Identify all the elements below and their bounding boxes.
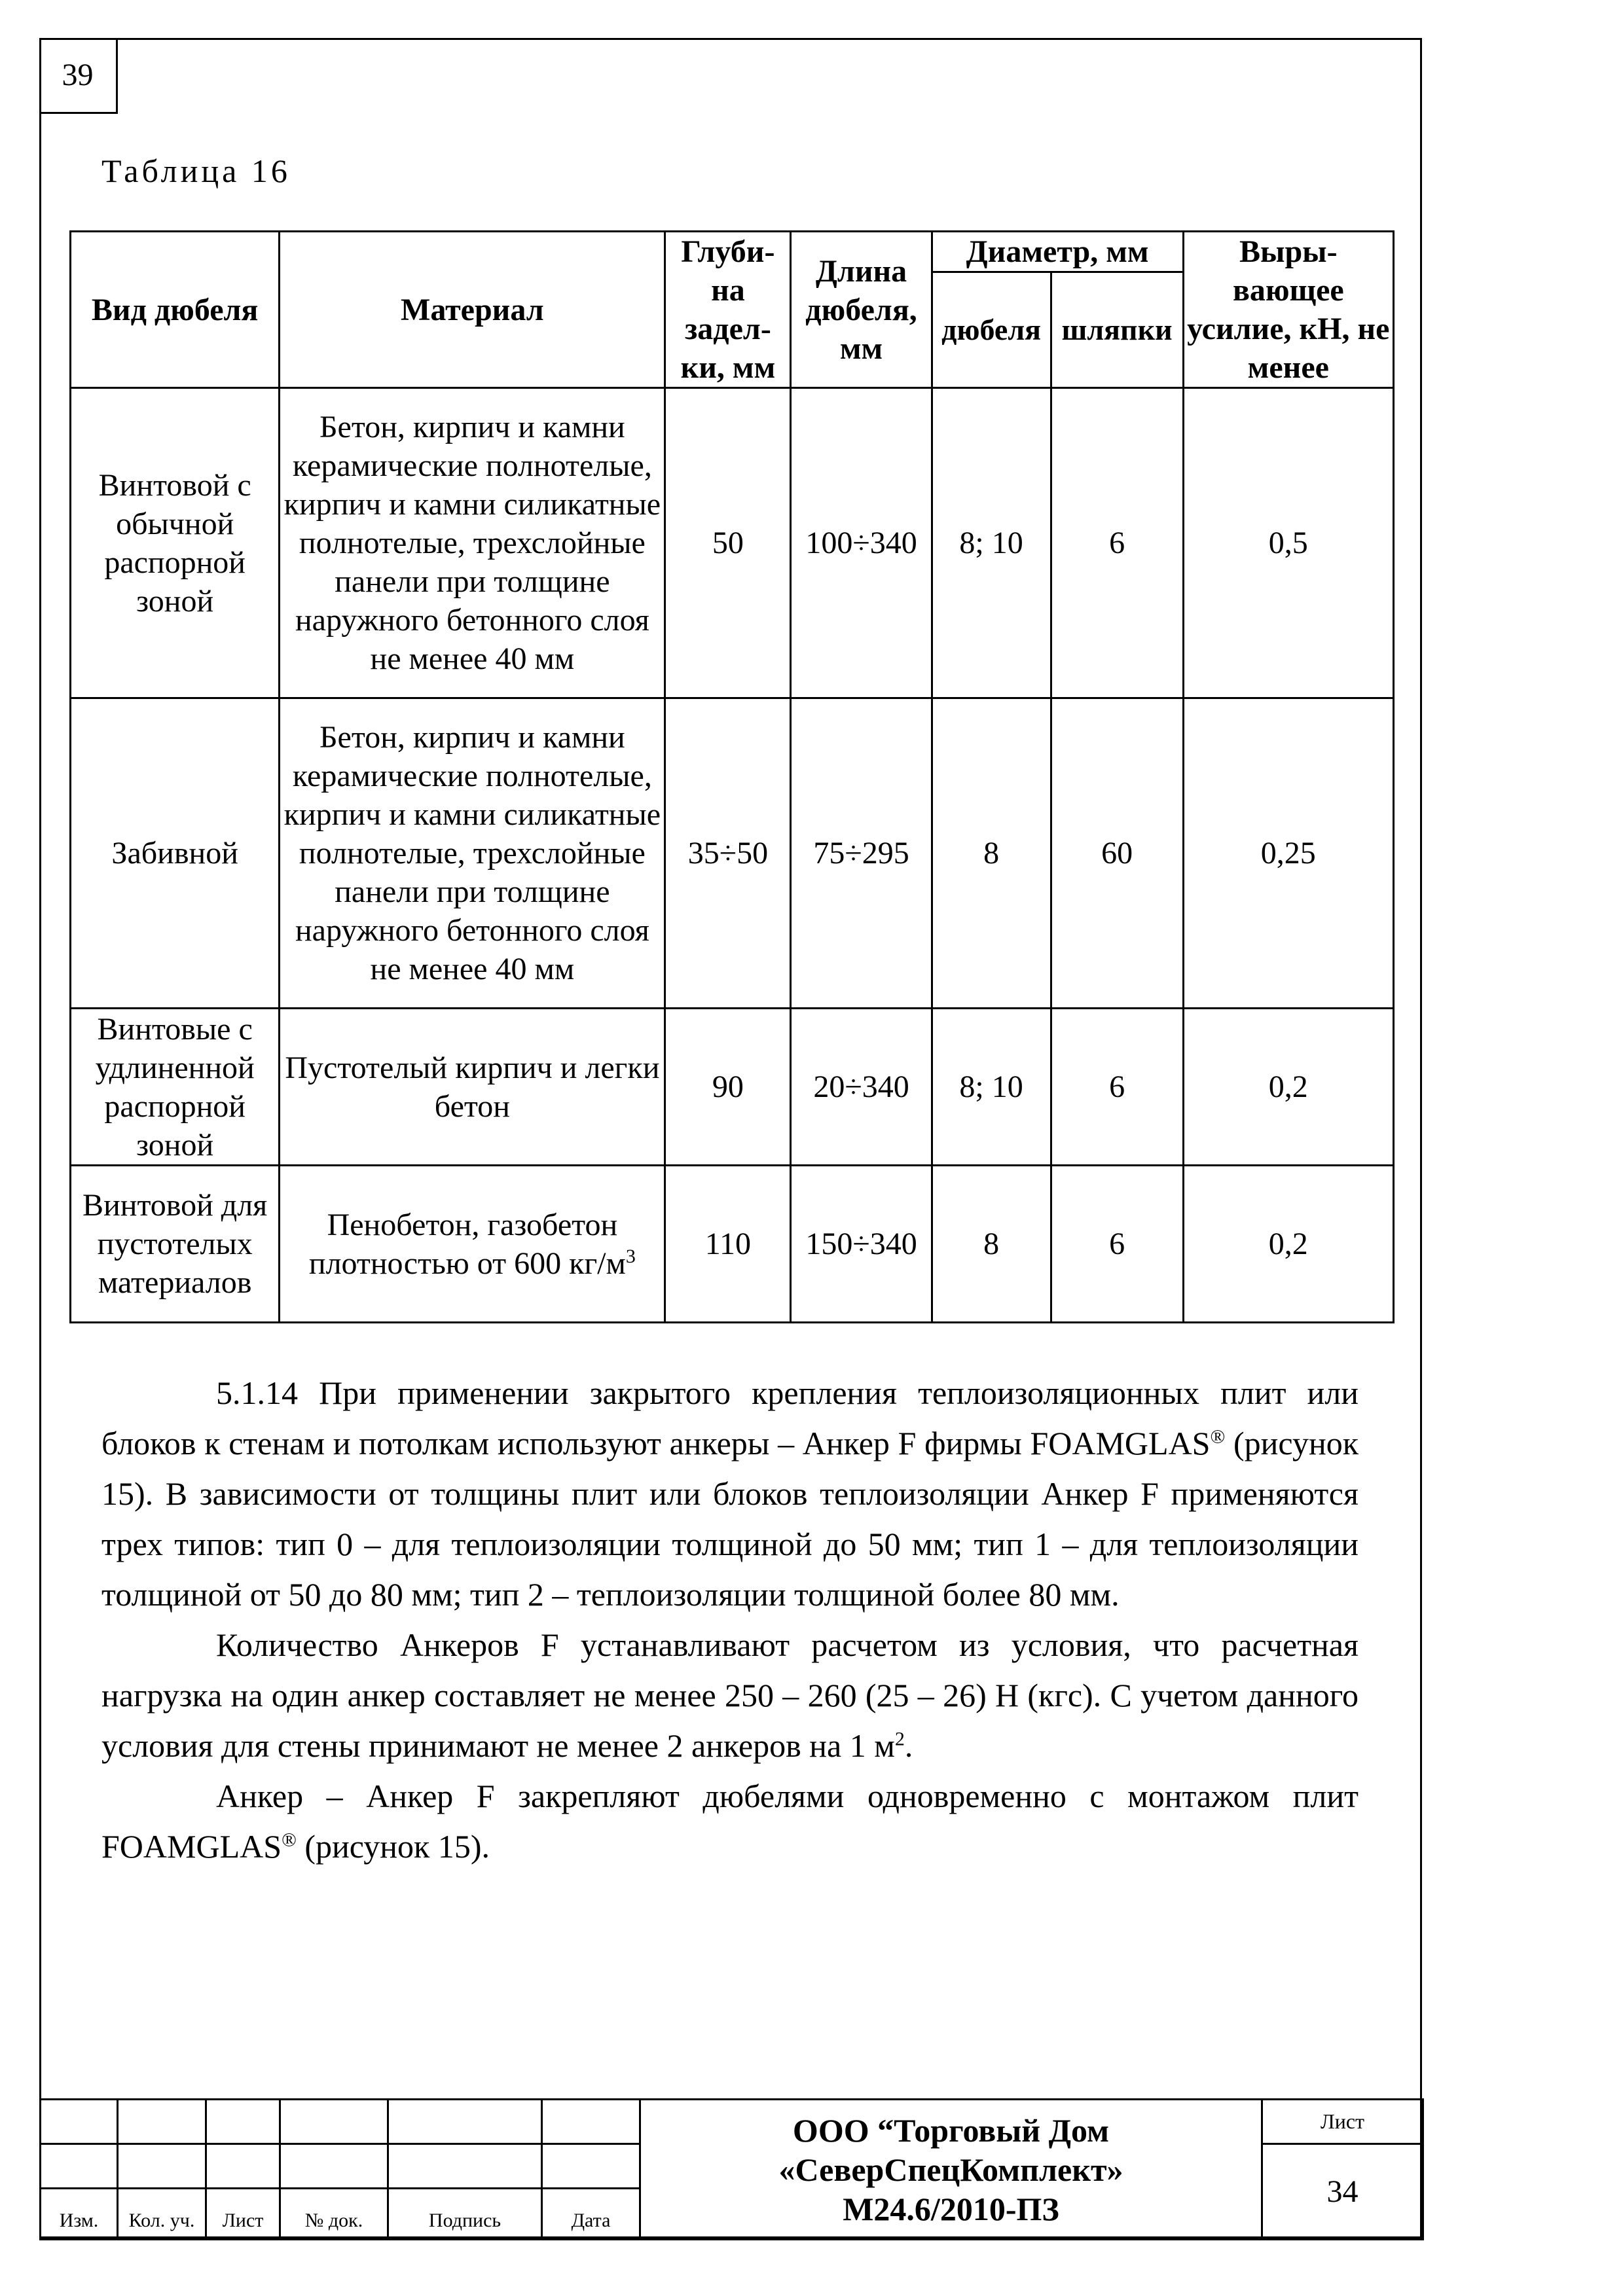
stamp-cell bbox=[388, 2144, 542, 2189]
body-text bbox=[101, 1368, 1359, 1872]
cell-dia-head: 6 bbox=[1051, 1009, 1183, 1166]
paragraph-5-1-14 bbox=[101, 1368, 1359, 1620]
table-row bbox=[71, 1166, 1394, 1323]
header-material: Материал bbox=[280, 232, 665, 388]
label-izm: Изм. bbox=[41, 2189, 118, 2240]
table-row bbox=[71, 698, 1394, 1009]
title-block bbox=[39, 2098, 1424, 2240]
stamp-cell bbox=[41, 2144, 118, 2189]
cell-force: 0,2 bbox=[1183, 1166, 1393, 1323]
cell-length: 20÷340 bbox=[791, 1009, 932, 1166]
cell-material: Бетон, кирпич и камни керамические полнотелые, кирпич и камни силикатные полнотелые, трехслойные панели при толщине наружного бетонного слоя не менее 40 мм bbox=[280, 388, 665, 698]
sheet-label: Лист bbox=[1262, 2100, 1423, 2144]
label-list: Лист bbox=[206, 2189, 280, 2240]
stamp-cell bbox=[388, 2100, 542, 2144]
label-signature: Подпись bbox=[388, 2189, 542, 2240]
cell-length: 150÷340 bbox=[791, 1166, 932, 1323]
cell-type: Винтовой с обычной распорной зоной bbox=[71, 388, 280, 698]
cell-length: 75÷295 bbox=[791, 698, 932, 1009]
dowel-table bbox=[69, 230, 1395, 1323]
stamp-cell bbox=[118, 2100, 206, 2144]
label-date: Дата bbox=[542, 2189, 640, 2240]
paragraph-text: 5.1.14 При применении закрытого крепления теплоизоляционных плит или блоков к стенам и потолкам используют анкеры – Анкер F фирмы FOAMGLAS bbox=[101, 1374, 1359, 1462]
cell-dia-head: 6 bbox=[1051, 388, 1183, 698]
stamp-cell bbox=[206, 2100, 280, 2144]
registered-mark: ® bbox=[1210, 1426, 1226, 1448]
header-type: Вид дюбеля bbox=[71, 232, 280, 388]
paragraph-text: . bbox=[904, 1727, 913, 1764]
label-doc-no: № док. bbox=[280, 2189, 388, 2240]
organization-name bbox=[640, 2100, 1262, 2240]
header-dia-head: шляпки bbox=[1051, 272, 1183, 388]
table-row bbox=[71, 1009, 1394, 1166]
document-code: М24.6/2010-ПЗ bbox=[843, 2190, 1059, 2227]
paragraph-anchor-count bbox=[101, 1620, 1359, 1771]
paragraph-anchor-mount bbox=[101, 1771, 1359, 1872]
header-dia-dowel: дюбеля bbox=[932, 272, 1051, 388]
cell-dia-dowel: 8; 10 bbox=[932, 1009, 1051, 1166]
stamp-cell bbox=[206, 2144, 280, 2189]
cell-depth: 35÷50 bbox=[665, 698, 791, 1009]
stamp-cell bbox=[41, 2100, 118, 2144]
cell-material bbox=[280, 1166, 665, 1323]
org-line: «СеверСпецКомплект» bbox=[778, 2151, 1123, 2188]
paragraph-text: Количество Анкеров F устанавливают расчетом из условия, что расчетная нагрузка на один анкер составляет не менее 250 – 260 (25 – 26) Н (кгс). С учетом данного условия для стены принимают не менее 2 анкеров на 1 м bbox=[101, 1626, 1359, 1764]
header-length: Длина дюбеля, мм bbox=[791, 232, 932, 388]
cell-dia-dowel: 8 bbox=[932, 698, 1051, 1009]
header-diameter: Диаметр, мм bbox=[932, 232, 1183, 272]
corner-page-number: 39 bbox=[39, 38, 118, 114]
sheet-number: 34 bbox=[1262, 2144, 1423, 2240]
cell-length: 100÷340 bbox=[791, 388, 932, 698]
cell-depth: 110 bbox=[665, 1166, 791, 1323]
superscript: 2 bbox=[894, 1728, 905, 1750]
cell-material: Пустотелый кирпич и легки бетон bbox=[280, 1009, 665, 1166]
cell-depth: 90 bbox=[665, 1009, 791, 1166]
label-kol-uch: Кол. уч. bbox=[118, 2189, 206, 2240]
cell-dia-head: 60 bbox=[1051, 698, 1183, 1009]
cell-force: 0,2 bbox=[1183, 1009, 1393, 1166]
cell-material: Бетон, кирпич и камни керамические полнотелые, кирпич и камни силикатные полнотелые, трехслойные панели при толщине наружного бетонного слоя не менее 40 мм bbox=[280, 698, 665, 1009]
stamp-cell bbox=[542, 2144, 640, 2189]
paragraph-text: (рисунок 15). bbox=[296, 1828, 490, 1865]
stamp-cell bbox=[118, 2144, 206, 2189]
cell-dia-dowel: 8; 10 bbox=[932, 388, 1051, 698]
header-depth: Глуби-на задел-ки, мм bbox=[665, 232, 791, 388]
superscript: 3 bbox=[625, 1245, 636, 1267]
cell-type: Винтовые с удлиненной распорной зоной bbox=[71, 1009, 280, 1166]
cell-force: 0,25 bbox=[1183, 698, 1393, 1009]
header-row-1 bbox=[71, 232, 1394, 272]
stamp-cell bbox=[280, 2144, 388, 2189]
paragraph-text: (рисунок 15). В зависимости от толщины плит или блоков теплоизоляции Анкер F применяются трех типов: тип 0 – для теплоизоляции толщиной до 50 мм; тип 1 – для теплоизоляции толщиной от 50 до 80 мм; тип 2 – теплоизоляции толщиной более 80 мм. bbox=[101, 1425, 1359, 1613]
header-force: Выры-вающее усилие, кН, не менее bbox=[1183, 232, 1393, 388]
stamp-cell bbox=[542, 2100, 640, 2144]
registered-mark: ® bbox=[282, 1829, 297, 1851]
table-row bbox=[71, 388, 1394, 698]
cell-type: Забивной bbox=[71, 698, 280, 1009]
table-caption: Таблица 16 bbox=[101, 152, 291, 189]
paragraph-text: Анкер – Анкер F закрепляют дюбелями одновременно с монтажом плит FOAMGLAS bbox=[101, 1778, 1359, 1865]
cell-type: Винтовой для пустотелых материалов bbox=[71, 1166, 280, 1323]
cell-material-text: Пенобетон, газобетон плотностью от 600 кг/м bbox=[308, 1207, 626, 1281]
stamp-cell bbox=[280, 2100, 388, 2144]
org-line: ООО “Торговый Дом bbox=[792, 2111, 1110, 2149]
cell-dia-dowel: 8 bbox=[932, 1166, 1051, 1323]
cell-depth: 50 bbox=[665, 388, 791, 698]
cell-force: 0,5 bbox=[1183, 388, 1393, 698]
cell-dia-head: 6 bbox=[1051, 1166, 1183, 1323]
